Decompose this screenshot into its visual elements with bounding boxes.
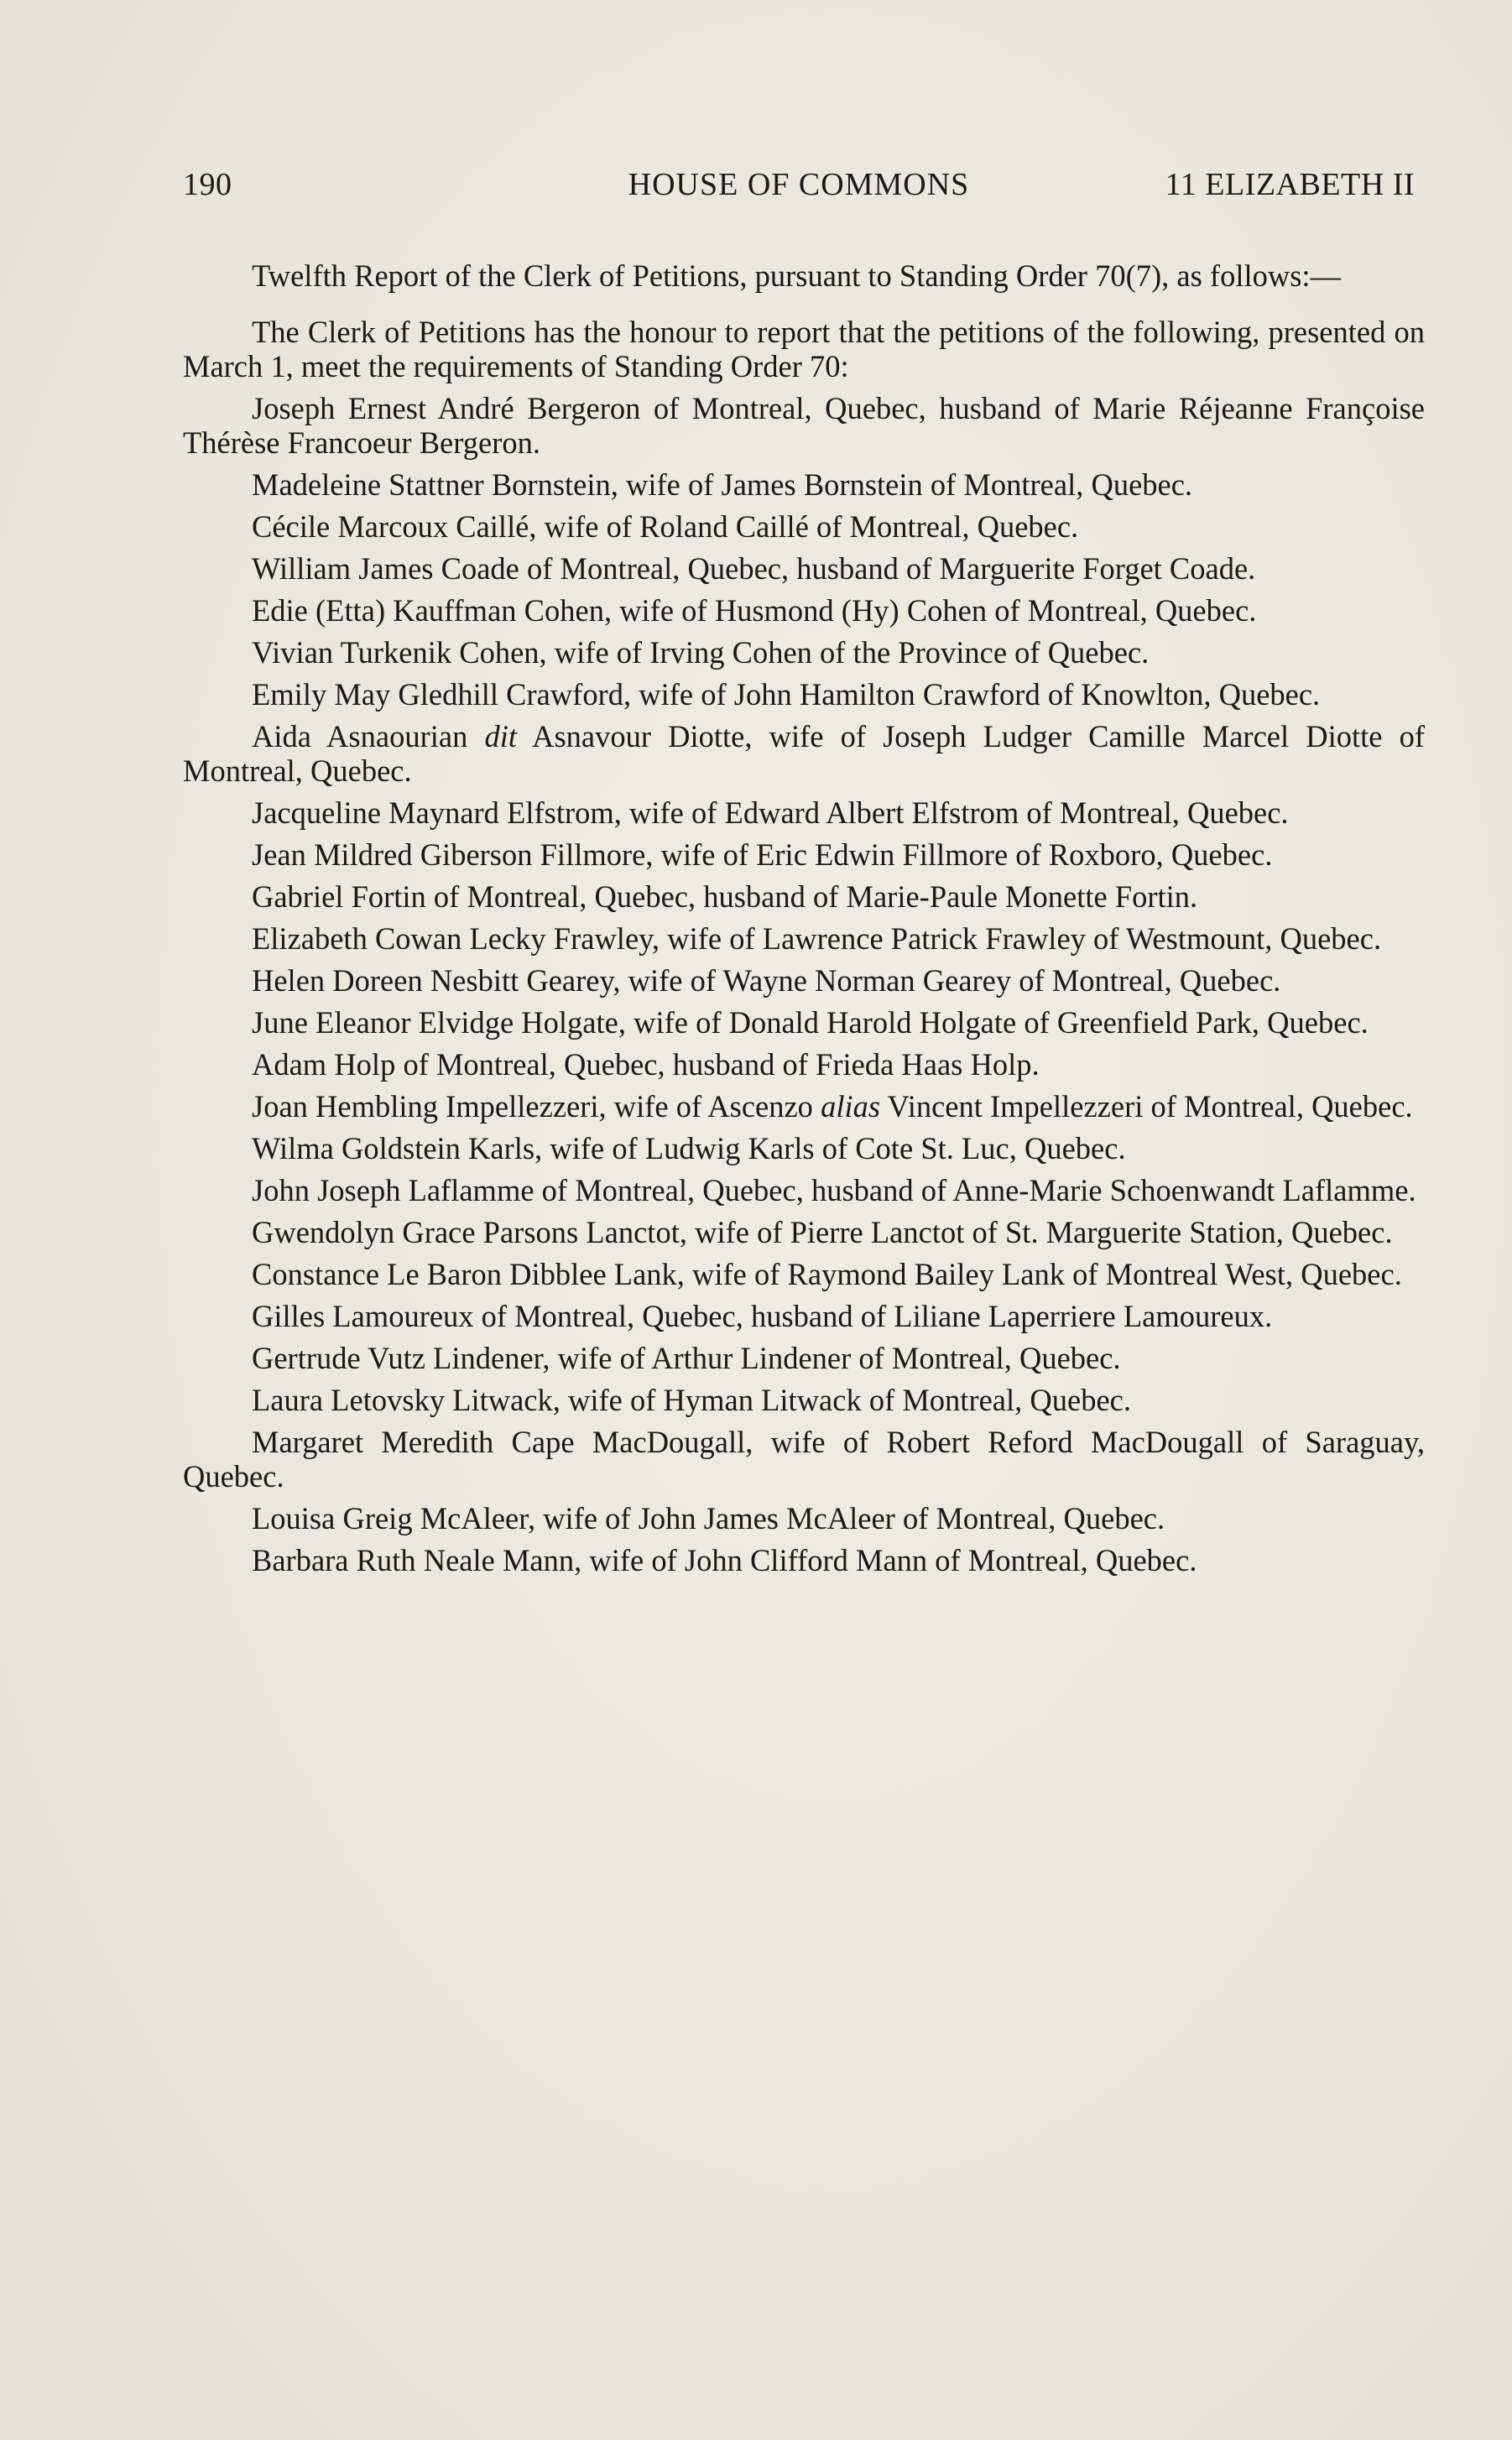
petition-entry: Gwendolyn Grace Parsons Lanctot, wife of Pierre Lanctot of St. Marguerite Station, Quebec.: [252, 1215, 1393, 1249]
petition-entry: Emily May Gledhill Crawford, wife of John Hamilton Crawford of Knowlton, Quebec.: [252, 677, 1321, 712]
petition-entry: Wilma Goldstein Karls, wife of Ludwig Karls of Cote St. Luc, Quebec.: [252, 1131, 1126, 1165]
petition-entry: Joan Hembling Impellezzeri, wife of Ascenzo alias Vincent Impellezzeri of Montreal, Quebec.: [252, 1089, 1413, 1124]
petition-entry: Gabriel Fortin of Montreal, Quebec, husband of Marie-Paule Monette Fortin.: [252, 879, 1198, 914]
report-intro: Twelfth Report of the Clerk of Petitions, pursuant to Standing Order 70(7), as follows:—: [252, 258, 1342, 293]
petition-entry: Margaret Meredith Cape MacDougall, wife of Robert Reford MacDougall of Saraguay, Quebec.: [183, 1425, 1425, 1494]
petition-entry: Gilles Lamoureux of Montreal, Quebec, husband of Liliane Laperriere Lamoureux.: [252, 1299, 1273, 1333]
petition-entry: June Eleanor Elvidge Holgate, wife of Donald Harold Holgate of Greenfield Park, Quebec.: [252, 1005, 1369, 1040]
petition-entry: Laura Letovsky Litwack, wife of Hyman Litwack of Montreal, Quebec.: [252, 1383, 1131, 1417]
petition-entry: Cécile Marcoux Caillé, wife of Roland Caillé of Montreal, Quebec.: [252, 509, 1079, 544]
petition-entry: Joseph Ernest André Bergeron of Montreal, Quebec, husband of Marie Réjeanne Françoise Thérèse Francoeur Bergeron.: [183, 391, 1425, 460]
running-head: [183, 166, 1415, 208]
petition-entry: Adam Holp of Montreal, Quebec, husband of Frieda Haas Holp.: [252, 1047, 1040, 1082]
petition-entry: Edie (Etta) Kauffman Cohen, wife of Husmond (Hy) Cohen of Montreal, Quebec.: [252, 593, 1257, 628]
page-number: 190: [183, 167, 232, 202]
petition-entry: Barbara Ruth Neale Mann, wife of John Clifford Mann of Montreal, Quebec.: [252, 1543, 1197, 1577]
petition-entry: Elizabeth Cowan Lecky Frawley, wife of Lawrence Patrick Frawley of Westmount, Quebec.: [252, 921, 1382, 956]
petition-entry: Louisa Greig McAleer, wife of John James McAleer of Montreal, Quebec.: [252, 1501, 1165, 1535]
petition-entry: Helen Doreen Nesbitt Gearey, wife of Wayne Norman Gearey of Montreal, Quebec.: [252, 963, 1281, 998]
petition-entry: Aida Asnaourian dit Asnavour Diotte, wife of Joseph Ludger Camille Marcel Diotte of Montreal, Quebec.: [183, 719, 1425, 788]
regnal-year: 11 ELIZABETH II: [1165, 167, 1415, 202]
petition-entry: Vivian Turkenik Cohen, wife of Irving Cohen of the Province of Quebec.: [252, 635, 1150, 670]
petition-entry: Jacqueline Maynard Elfstrom, wife of Edward Albert Elfstrom of Montreal, Quebec.: [252, 795, 1289, 830]
running-title: HOUSE OF COMMONS: [628, 167, 970, 202]
petition-entry: Gertrude Vutz Lindener, wife of Arthur Lindener of Montreal, Quebec.: [252, 1341, 1121, 1375]
report-lead: The Clerk of Petitions has the honour to report that the petitions of the following, presented on March 1, meet the requirements of Standing Order 70:: [183, 315, 1425, 383]
petition-entry: John Joseph Laflamme of Montreal, Quebec, husband of Anne-Marie Schoenwandt Laflamme.: [252, 1173, 1416, 1207]
petition-entry: Madeleine Stattner Bornstein, wife of James Bornstein of Montreal, Quebec.: [252, 467, 1193, 502]
body-text: [183, 258, 1425, 1585]
petition-entry: Constance Le Baron Dibblee Lank, wife of Raymond Bailey Lank of Montreal West, Quebec.: [252, 1257, 1402, 1291]
petition-entry: William James Coade of Montreal, Quebec, husband of Marguerite Forget Coade.: [252, 551, 1256, 586]
petition-entry: Jean Mildred Giberson Fillmore, wife of Eric Edwin Fillmore of Roxboro, Quebec.: [252, 837, 1273, 872]
